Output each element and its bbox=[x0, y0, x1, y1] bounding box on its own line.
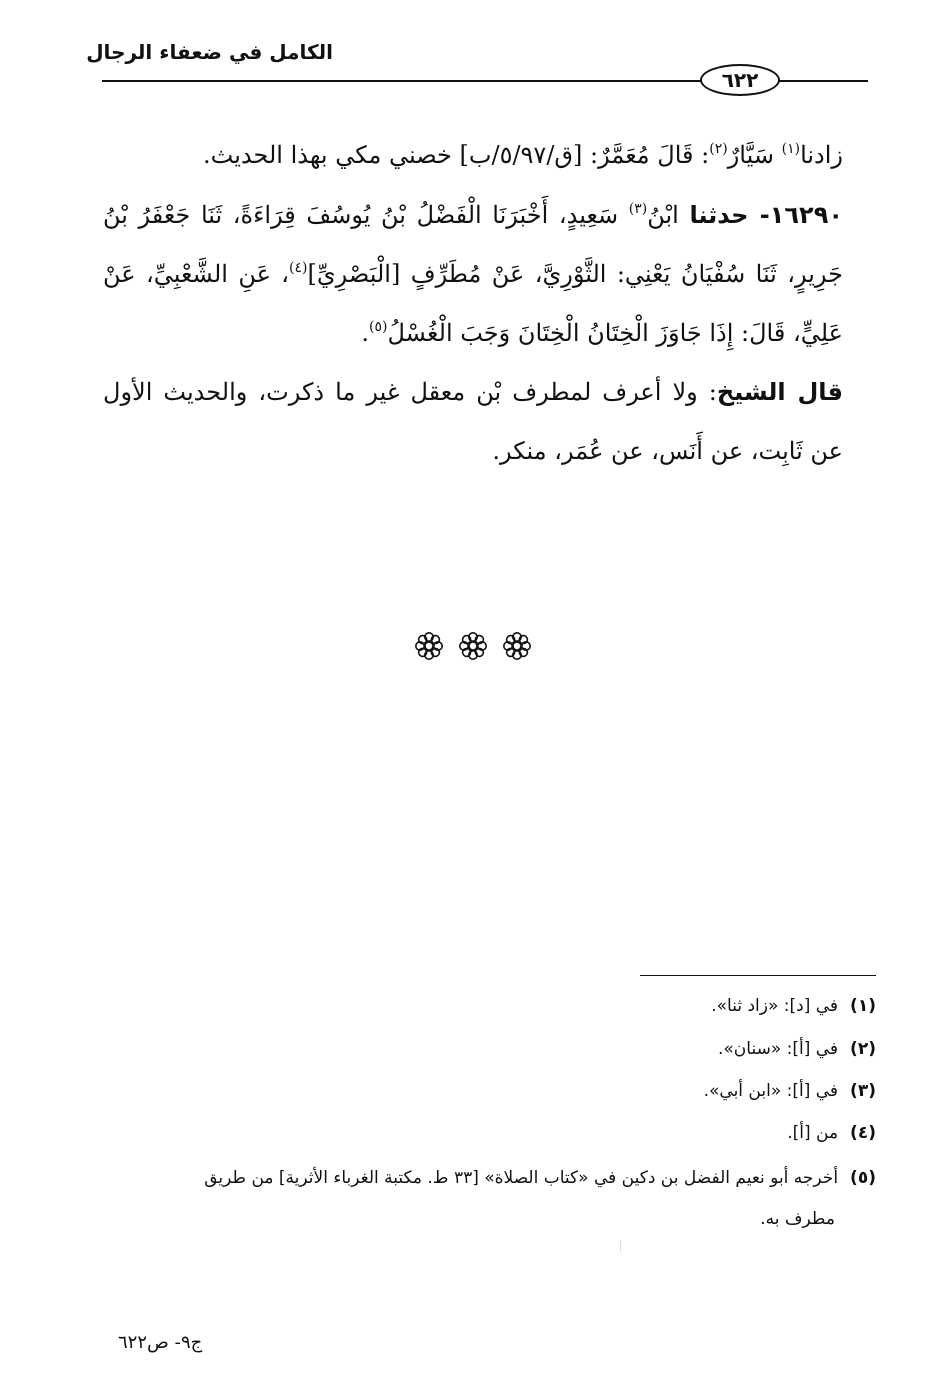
footnote-3 bbox=[704, 1078, 876, 1104]
volume-page-reference: ج٩- ص٦٢٢ bbox=[118, 1332, 203, 1353]
sheikh-lead: قال الشيخ bbox=[716, 378, 843, 406]
hadith-number: ١٦٢٩٠- bbox=[748, 201, 843, 229]
hadith-lead: حدثنا bbox=[689, 201, 749, 229]
para1-text-a: زادنا bbox=[800, 141, 843, 169]
sheikh-comment-text: : ولا أعرف لمطرف بْن معقل غير ما ذكرت، والحديث الأول عن ثَابِت، عن أَنَس، عن عُمَر، منكر. bbox=[103, 378, 843, 465]
footnote-5 bbox=[106, 1165, 876, 1191]
running-header-title: الكامل في ضعفاء الرجال bbox=[86, 40, 333, 64]
footnote-ref-3[interactable]: (٣) bbox=[628, 201, 648, 217]
footnote-ref-2[interactable]: (٢) bbox=[709, 141, 728, 157]
hadith-paragraph bbox=[103, 186, 843, 363]
ornament-flower-icon bbox=[457, 630, 489, 662]
footnote-number: (٥) bbox=[850, 1168, 876, 1188]
footnote-4 bbox=[787, 1120, 876, 1146]
footnote-ref-5[interactable]: (٥) bbox=[369, 319, 388, 335]
footnote-1 bbox=[711, 993, 876, 1019]
paragraph-1 bbox=[103, 126, 843, 185]
ornament-flower-icon bbox=[413, 630, 445, 662]
footnote-number: (٢) bbox=[850, 1039, 876, 1059]
section-ornament bbox=[413, 630, 533, 666]
footnote-ref-4[interactable]: (٤) bbox=[289, 260, 308, 276]
para2-text-c: ، عَنِ الشَّعْبِيِّ، عَنْ عَلِيٍّ، قَالَ: إِذَا جَاوَزَ الْخِتَانُ الْخِتَانَ وَجَبَ الْغُسْلُ bbox=[103, 260, 843, 347]
footnote-5-continuation: مطرف به. bbox=[760, 1209, 835, 1229]
para1-text-b: سَيَّارٌ bbox=[727, 141, 782, 169]
sheikh-comment-paragraph bbox=[103, 363, 843, 481]
footnote-text: في [أ]: «ابن أبي». bbox=[703, 1081, 839, 1101]
para2-text-b: سَعِيدٍ، أَخْبَرَنَا الْفَضْلُ بْنُ يُوسُفَ قِرَاءَةً، ثَنَا جَعْفَرُ بْنُ جَرِيرٍ، ثَنَا سُفْيَانُ يَعْنِي: الثَّوْرِيَّ، عَنْ مُطَرِّفٍ [الْبَصْرِيِّ] bbox=[103, 201, 843, 288]
scan-artifact bbox=[620, 1240, 621, 1252]
para2-text-a: ابْنُ bbox=[647, 201, 690, 229]
footnote-text: من [أ]. bbox=[787, 1123, 839, 1143]
footnote-2 bbox=[718, 1036, 876, 1062]
footnote-number: (١) bbox=[850, 996, 876, 1016]
page-number-badge bbox=[700, 64, 780, 96]
page-number: ٦٢٢ bbox=[721, 68, 759, 92]
footnote-number: (٤) bbox=[850, 1123, 876, 1143]
para2-text-d: . bbox=[361, 319, 369, 347]
para1-text-c: : قَالَ مُعَمَّرٌ: [ق/٥/٩٧/ب] خصني مكي بهذا الحديث. bbox=[203, 141, 710, 169]
ornament-flower-icon bbox=[501, 630, 533, 662]
footnote-text: في [أ]: «سنان». bbox=[717, 1039, 839, 1059]
footnote-separator bbox=[640, 975, 876, 976]
footnote-text: أخرجه أبو نعيم الفضل بن دكين في «كتاب الصلاة» [٣٣ ط. مكتبة الغرباء الأثرية] من طريق bbox=[204, 1168, 839, 1188]
footnote-number: (٣) bbox=[850, 1081, 876, 1101]
footnote-ref-1[interactable]: (١) bbox=[781, 141, 801, 157]
footnote-text: في [د]: «زاد ثنا». bbox=[711, 996, 839, 1016]
